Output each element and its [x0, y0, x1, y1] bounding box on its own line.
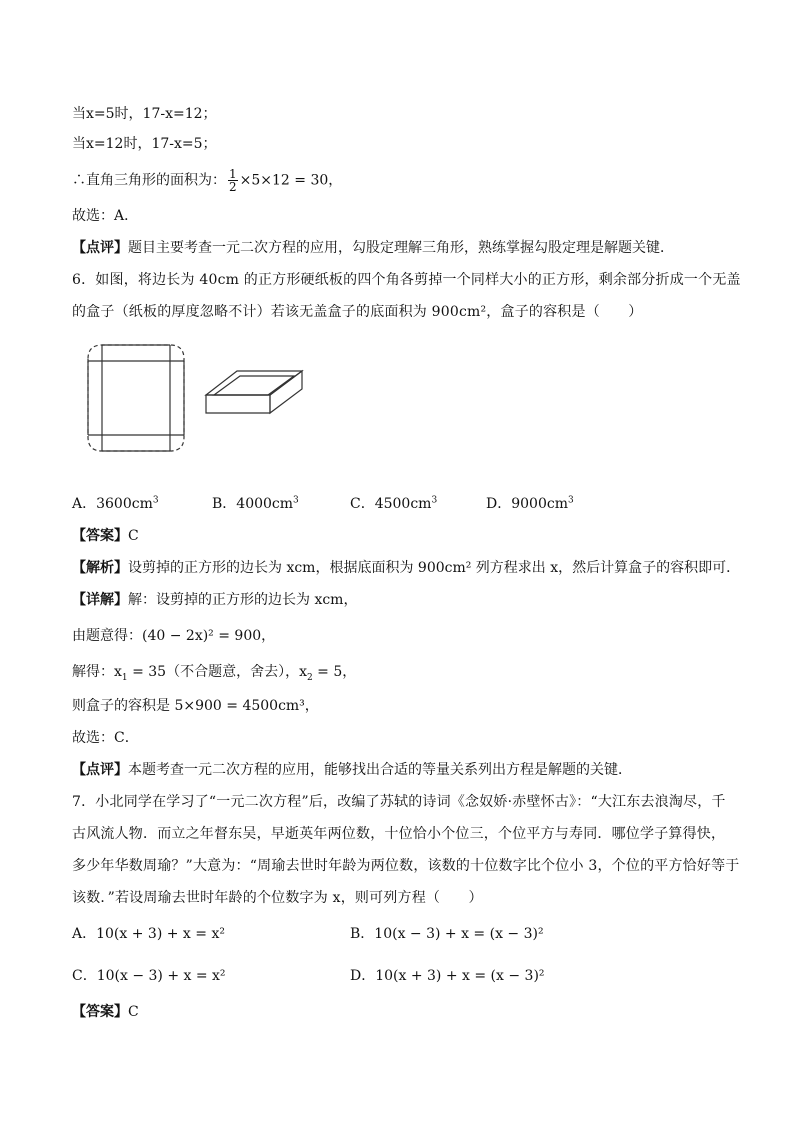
answer-6 [72, 526, 139, 546]
question-7-line-2: 古风流人物．而立之年督东吴，早逝英年两位数，十位恰小个位三，个位平方与寿同．哪位学子算得快， [72, 826, 726, 842]
question-6-line-1: 6．如图，将边长为 40cm 的正方形硬纸板的四个角各剪掉一个同样大小的正方形，剩余部分折成一个无盖 [72, 272, 741, 288]
equation-line-2: 解得：$x_1 = 35$（不合题意，舍去），$x_2 = 5$， [72, 664, 357, 683]
comment-6 [72, 760, 632, 780]
detail-text: 解：设剪掉的正方形的边长为 xcm， [128, 592, 358, 608]
q6-option-c: C．$4500cm^3$ [350, 495, 438, 512]
comment-tag: 【点评】 [72, 240, 128, 256]
question-7-line-3: 多少年华数周瑜？”大意为：“周瑜去世时年龄为两位数，该数的十位数字比个位小 3，个位的平方恰好等于 [72, 858, 740, 874]
q7-option-c: C．10(x − 3) + x = x² [72, 968, 226, 984]
answer-tag: 【答案】 [72, 1004, 128, 1020]
area-text: ∴直角三角形的面积为： [72, 172, 226, 189]
equation-line-1: 由题意得：(40 − 2x)² = 900， [72, 628, 276, 644]
comment-text: 本题考查一元二次方程的应用，能够找出合适的等量关系列出方程是解题的关键． [128, 762, 632, 778]
q7-option-a: A．10(x + 3) + x = x² [72, 926, 225, 942]
open-box-drawing [206, 371, 302, 413]
q6-option-d: D．$9000cm^3$ [486, 495, 574, 512]
q6-option-a: A．$3600cm^3$ [72, 495, 159, 512]
detail-tag: 【详解】 [72, 592, 128, 608]
analysis-text: 设剪掉的正方形的边长为 xcm，根据底面积为 900cm² 列方程求出 x，然后计算盒子的容积即可． [128, 560, 741, 576]
equation-line-3: 则盒子的容积是 5×900 = 4500cm³， [72, 698, 319, 714]
answer-value: C [128, 528, 139, 544]
comment-line-5 [72, 238, 674, 258]
comment-text: 题目主要考查一元二次方程的应用，勾股定理解三角形，熟练掌握勾股定理是解题关键． [128, 240, 674, 256]
analysis-tag: 【解析】 [72, 560, 128, 576]
fraction-half [228, 168, 238, 193]
fraction-numerator: 1 [229, 167, 237, 181]
question-6-figure [84, 343, 324, 453]
question-7-line-4: 该数．”若设周瑜去世时年龄的个位数字为 x，则可列方程（ ） [72, 890, 483, 906]
solution-line-3 [72, 168, 342, 193]
question-6-line-2: 的盒子（纸板的厚度忽略不计）若该无盖盒子的底面积为 900cm²，盒子的容积是（ ） [72, 304, 643, 320]
solution-select-a: 故选：A． [72, 208, 139, 224]
answer-7 [72, 1002, 139, 1022]
analysis-6 [72, 558, 740, 578]
answer-value: C [128, 1004, 139, 1020]
solution-line-2: 当x=12时，17-x=5； [72, 136, 217, 152]
detail-6 [72, 590, 357, 610]
q6-option-b: B．$4000cm^3$ [212, 495, 299, 512]
answer-tag: 【答案】 [72, 528, 128, 544]
fraction-denominator: 2 [229, 180, 237, 194]
area-formula: ×5×12 = 30， [239, 172, 343, 189]
q7-option-b: B．10(x − 3) + x = (x − 3)² [350, 926, 544, 942]
question-7-line-1: 7．小北同学在学习了“一元二次方程”后，改编了苏轼的诗词《念奴娇·赤壁怀古》：“大江东去浪淘尽，千 [72, 794, 726, 810]
comment-tag: 【点评】 [72, 762, 128, 778]
solution-line-1: 当x=5时，17-x=12； [72, 106, 217, 122]
q7-option-d: D．10(x + 3) + x = (x − 3)² [350, 968, 545, 984]
solution-select-c: 故选：C． [72, 730, 139, 746]
